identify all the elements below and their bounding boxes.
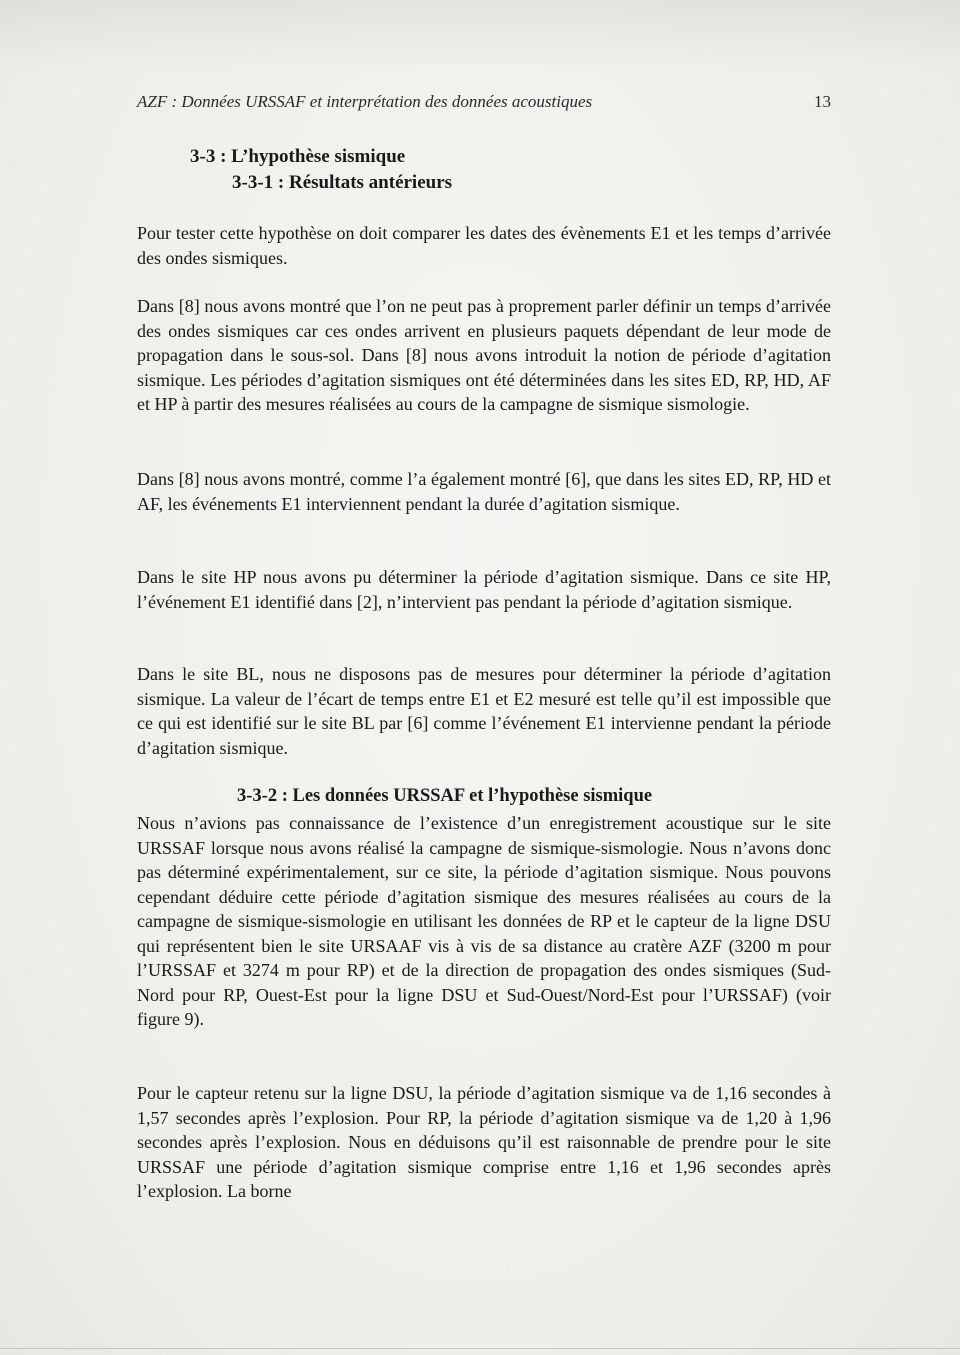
section-heading: 3-3 : L’hypothèse sismique <box>190 146 406 167</box>
running-header <box>137 92 831 112</box>
running-title: AZF : Données URSSAF et interprétation des données acoustiques <box>137 92 593 111</box>
paragraph-3: Dans [8] nous avons montré, comme l’a également montré [6], que dans les sites ED, RP, HD et AF, les événements E1 interviennent pendant la durée d’agitation sismique. <box>137 469 831 514</box>
paragraph-2: Dans [8] nous avons montré que l’on ne peut pas à proprement parler définir un temps d’arrivée des ondes sismiques car ces ondes arrivent en plusieurs paquets dépendant de leur mode de propagation dans le sous-sol. Dans [8] nous avons introduit la notion de période d’agitation sismique. Les périodes d’agitation sismiques ont été déterminées dans les sites ED, RP, HD, AF et HP à partir des mesures réalisées au cours de la campagne de sismique sismologie. <box>137 296 831 414</box>
page-edge-rule <box>0 1348 960 1349</box>
scan-shadow <box>0 0 960 70</box>
subsection-heading-1: 3-3-1 : Résultats antérieurs <box>232 172 453 193</box>
page-number: 13 <box>814 92 831 111</box>
paragraph-5: Dans le site BL, nous ne disposons pas de mesures pour déterminer la période d’agitation sismique. La valeur de l’écart de temps entre E1 et E2 mesuré est telle qu’il est impossible que ce qui est identifié sur le site BL par [6] comme l’événement E1 intervienne pendant la période d’agitation sismique. <box>137 664 831 758</box>
paragraph-1: Pour tester cette hypothèse on doit comparer les dates des évènements E1 et les temps d’arrivée des ondes sismiques. <box>137 223 831 268</box>
paragraph-4: Dans le site HP nous avons pu déterminer la période d’agitation sismique. Dans ce site HP, l’événement E1 identifié dans [2], n’intervient pas pendant la période d’agitation sismique. <box>137 567 831 612</box>
paragraph-6: Nous n’avions pas connaissance de l’existence d’un enregistrement acoustique sur le site URSSAF lorsque nous avons réalisé la campagne de sismique-sismologie. Nous n’avons donc pas déterminé expérimentalement, sur ce site, la période d’agitation sismique. Nous pouvons cependant déduire cette période d’agitation sismique des mesures réalisées au cours de la campagne de sismique-sismologie en utilisant les données de RP et le capteur de la ligne DSU qui représentent bien le site URSAAF vis à vis de sa distance au cratère AZF (3200 m pour l’URSSAF et 3274 m pour RP) et de la direction de propagation des ondes sismiques (Sud-Nord pour RP, Ouest-Est pour la ligne DSU et Sud-Ouest/Nord-Est pour l’URSSAF) (voir figure 9). <box>137 813 831 1029</box>
paragraph-7: Pour le capteur retenu sur la ligne DSU, la période d’agitation sismique va de 1,16 secondes à 1,57 secondes après l’explosion. Pour RP, la période d’agitation sismique va de 1,20 à 1,96 secondes après l’explosion. Nous en déduisons qu’il est raisonnable de prendre pour le site URSSAF une période d’agitation sismique comprise entre 1,16 et 1,96 secondes après l’explosion. La borne <box>137 1083 831 1201</box>
subsection-heading-2: 3-3-2 : Les données URSSAF et l’hypothèse sismique <box>237 786 653 806</box>
